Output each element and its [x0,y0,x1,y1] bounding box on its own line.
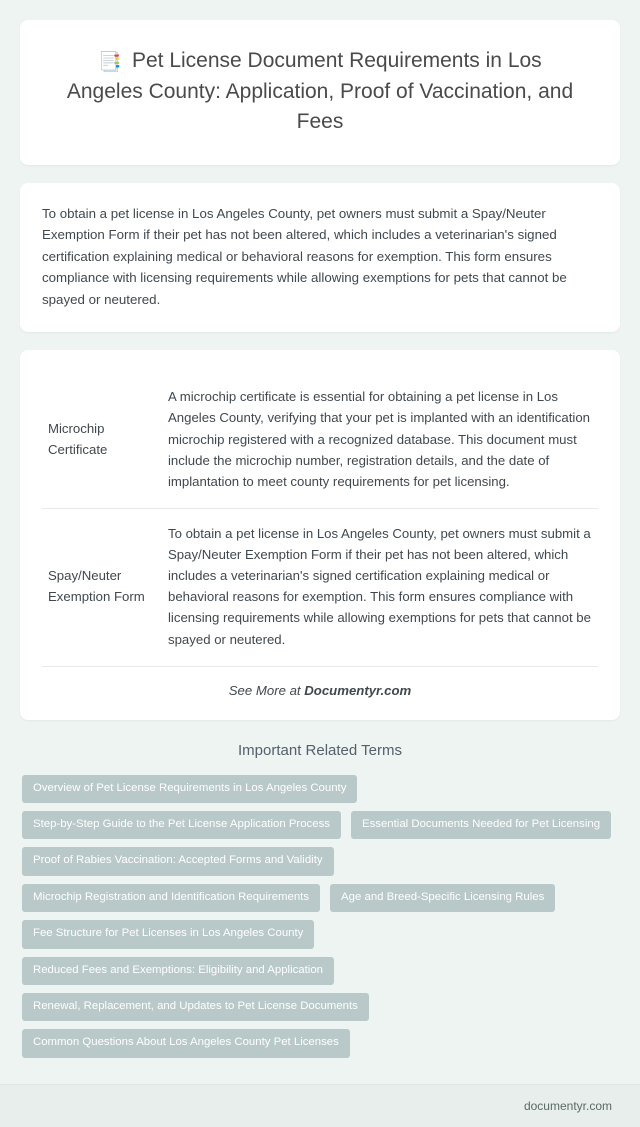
summary-card [20,183,620,333]
table-row [42,372,598,508]
list-item[interactable]: Overview of Pet License Requirements in Los Angeles County [22,775,357,803]
list-item[interactable]: Microchip Registration and Identification Requirements [22,884,320,912]
page-title-text: Pet License Document Requirements in Los Angeles County: Application, Proof of Vaccination, and Fees [66,49,574,133]
see-more-label: See More at [228,682,305,698]
list-item[interactable]: Common Questions About Los Angeles County Pet Licenses [22,1029,350,1057]
footer-site-label: documentyr.com [523,1098,612,1113]
list-item[interactable]: Renewal, Replacement, and Updates to Pet License Documents [22,993,369,1021]
term-description: A microchip certificate is essential for obtaining a pet license in Los Angeles County, verifying that your pet is implanted with an identification microchip registered with a recognized database. This document must include the microchip number, registration details, and the date of implantation to meet county requirements for pet licensing. [162,372,598,508]
related-terms-heading: Important Related Terms [238,741,402,759]
summary-text: To obtain a pet license in Los Angeles County, pet owners must submit a Spay/Neuter Exemption Form if their pet has not been altered, which includes a veterinarian's signed certification explaining medical or behavioral reasons for exemption. This form ensures compliance with licensing requirements while allowing exemptions for pets that cannot be spayed or neutered. [42,205,567,307]
list-item[interactable]: Reduced Fees and Exemptions: Eligibility and Application [22,957,334,985]
footer [0,1084,640,1127]
table-row [42,508,598,666]
see-more-link[interactable]: Documentyr.com [304,682,412,698]
list-item[interactable]: Fee Structure for Pet Licenses in Los Angeles County [22,920,314,948]
related-terms-list [20,775,620,1058]
header-card [20,20,620,165]
list-item[interactable]: Step-by-Step Guide to the Pet License Application Process [22,811,341,839]
list-item[interactable]: Essential Documents Needed for Pet Licensing [351,811,611,839]
terms-table [42,372,598,666]
list-item[interactable]: Age and Breed-Specific Licensing Rules [330,884,555,912]
term-name: Microchip Certificate [42,372,162,508]
term-description: To obtain a pet license in Los Angeles County, pet owners must submit a Spay/Neuter Exemption Form if their pet has not been altered, which includes a veterinarian's signed certification explaining medical or behavioral reasons for exemption. This form ensures compliance with licensing requirements while allowing exemptions for pets that cannot be spayed or neutered. [162,508,598,666]
see-more-row [42,667,598,704]
terms-table-card [20,350,620,719]
page-title [60,46,580,137]
document-icon: 📑 [98,52,122,73]
list-item[interactable]: Proof of Rabies Vaccination: Accepted Forms and Validity [22,847,334,875]
term-name: Spay/Neuter Exemption Form [42,508,162,666]
